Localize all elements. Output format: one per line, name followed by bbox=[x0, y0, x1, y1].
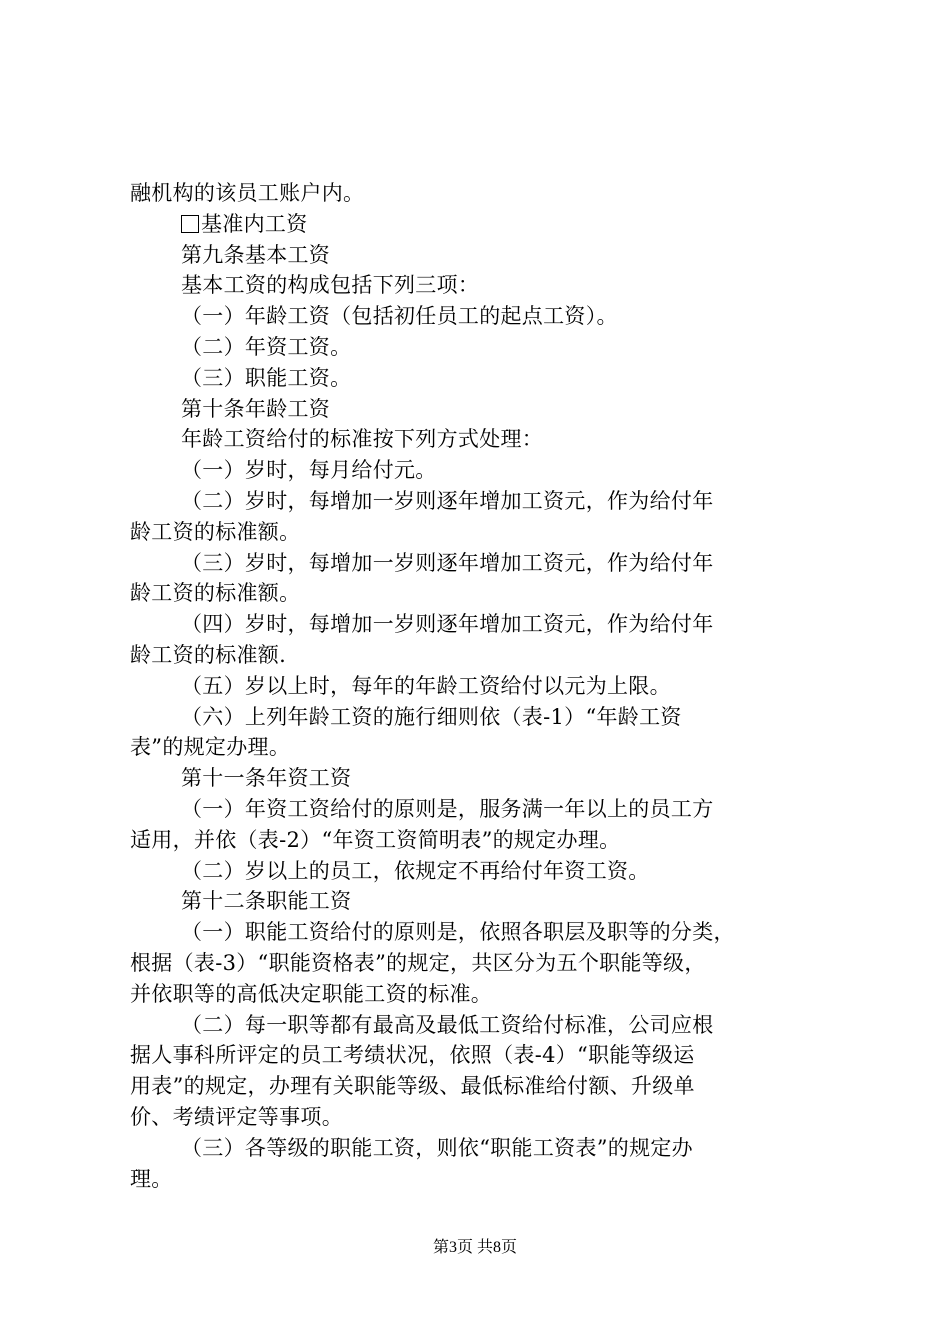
text-line: 龄工资的标准额。 bbox=[130, 519, 301, 544]
text-line: 适用，并依（表-2）“年资工资简明表”的规定办理。 bbox=[130, 827, 621, 852]
list-item: （一）职能工资给付的原则是，依照各职层及职等的分类， bbox=[181, 920, 735, 945]
list-item: （四）岁时，每增加一岁则逐年增加工资元，作为给付年 bbox=[181, 612, 714, 637]
list-item: （一）年龄工资（包括初任员工的起点工资）。 bbox=[181, 304, 618, 329]
text-line: 价、考绩评定等事项。 bbox=[130, 1104, 343, 1129]
list-item: （二）年资工资。 bbox=[181, 334, 352, 359]
text-line: 年龄工资给付的标准按下列方式处理： bbox=[181, 427, 544, 452]
list-item: （三）职能工资。 bbox=[181, 365, 352, 390]
list-item: （二）岁以上的员工，依规定不再给付年资工资。 bbox=[181, 858, 650, 883]
list-item: （六）上列年龄工资的施行细则依（表-1）“年龄工资 bbox=[181, 704, 682, 729]
page-footer bbox=[0, 1238, 950, 1258]
list-item: （一）年资工资给付的原则是，服务满一年以上的员工方 bbox=[181, 796, 714, 821]
list-item: （二）岁时，每增加一岁则逐年增加工资元，作为给付年 bbox=[181, 488, 714, 513]
text-line: 据人事科所评定的员工考绩状况，依照（表-4）“职能等级运 bbox=[130, 1043, 695, 1068]
article-heading: 第十二条职能工资 bbox=[181, 889, 352, 914]
article-heading: 第九条基本工资 bbox=[181, 242, 331, 267]
text-line: 基本工资的构成包括下列三项： bbox=[181, 273, 480, 298]
list-item: （一）岁时，每月给付元。 bbox=[181, 458, 437, 483]
text-line: 龄工资的标准额。 bbox=[130, 581, 301, 606]
text-line: 并依职等的高低决定职能工资的标准。 bbox=[130, 981, 493, 1006]
document-body bbox=[130, 178, 835, 1194]
text-line: 理。 bbox=[130, 1166, 173, 1191]
text-line: 用表”的规定，办理有关职能等级、最低标准给付额、升级单 bbox=[130, 1074, 695, 1099]
list-item: （三）岁时，每增加一岁则逐年增加工资元，作为给付年 bbox=[181, 550, 714, 575]
text-line: 根据（表-3）“职能资格表”的规定，共区分为五个职能等级， bbox=[130, 950, 706, 975]
section-heading-text: 基准内工资 bbox=[201, 211, 308, 236]
text-line: 表”的规定办理。 bbox=[130, 735, 291, 760]
checkbox-icon bbox=[181, 215, 199, 233]
page-number-label: 第3页 共8页 bbox=[432, 1239, 517, 1256]
article-heading: 第十条年龄工资 bbox=[181, 396, 331, 421]
section-heading-line bbox=[130, 209, 835, 240]
list-item: （五）岁以上时，每年的年龄工资给付以元为上限。 bbox=[181, 673, 671, 698]
list-item: （三）各等级的职能工资，则依“职能工资表”的规定办 bbox=[181, 1135, 693, 1160]
text-line: 龄工资的标准额. bbox=[130, 642, 287, 667]
article-heading: 第十一条年资工资 bbox=[181, 766, 352, 791]
list-item: （二）每一职等都有最高及最低工资给付标准，公司应根 bbox=[181, 1012, 714, 1037]
text-line: 融机构的该员工账户内。 bbox=[130, 181, 365, 205]
